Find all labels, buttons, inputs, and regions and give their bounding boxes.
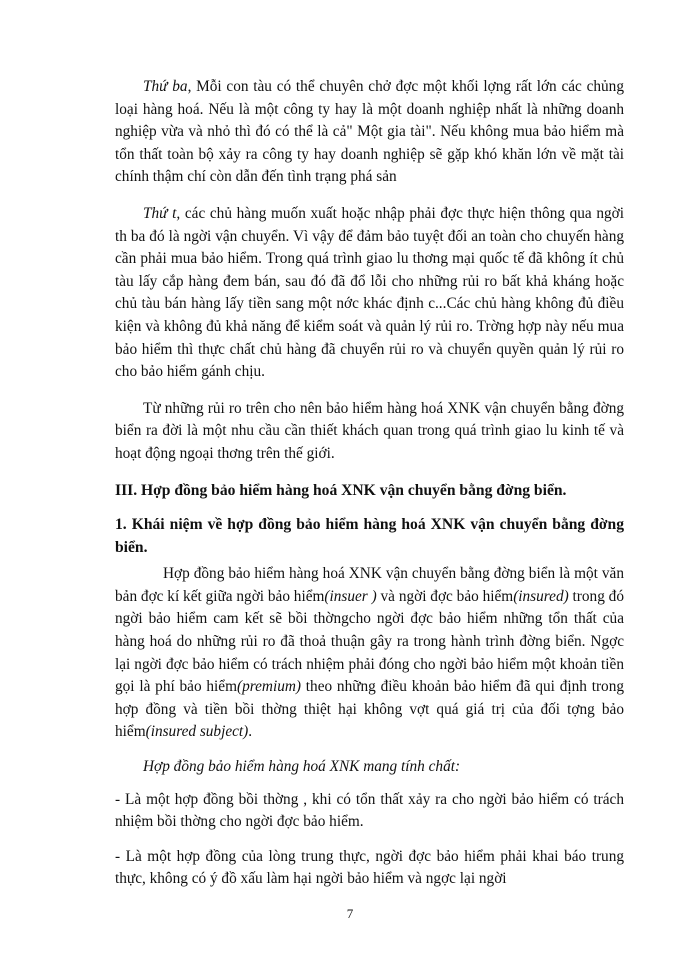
term-insured-subject: (insured subject) [145, 723, 249, 741]
paragraph-thu-ba [115, 76, 624, 189]
term-insured: (insured) [513, 587, 569, 605]
lead-thu-tu: Thứ t, [143, 204, 181, 222]
section-heading-iii: III. Hợp đồng bảo hiểm hàng hoá XNK vận chuyển bằng đờng biển. [115, 481, 567, 499]
definition-text-1: Hợp đồng bảo hiểm hàng hoá XNK vận chuyển bằng đờng biển là một văn bản đợc kí kết giữa ngời bảo hiểm [115, 565, 624, 605]
paragraph-definition [115, 563, 624, 744]
paragraph-thu-tu-text: các chủ hàng muốn xuất hoặc nhập phải đợc thực hiện thông qua ngời th ba đó là ngời vận chuyển. Vì vậy để đảm bảo tuyệt đối an toàn cho chuyến hàng cần phải mua bảo hiểm. Trong quá trình giao lu thơng mại quốc tế đã không ít chủ tàu lấy cắp hàng đem bán, sau đó đã đổ lỗi cho những rủi ro bất khả kháng hoặc chủ tàu bán hàng lấy tiền sang một nớc khác định c...Các chủ hàng không đủ điều kiện và không đủ khả năng để kiểm soát và quản lý rủi ro. Trờng hợp này nếu mua bảo hiểm thì thực chất chủ hàng đã chuyển rủi ro và chuyển quyền quản lý rủi ro cho bảo hiểm gánh chịu. [115, 204, 625, 381]
nature-subheading: Hợp đồng bảo hiểm hàng hoá XNK mang tính chất: [143, 758, 461, 776]
list-item-indemnity: - Là một hợp đồng bồi thờng , khi có tổn thất xảy ra cho ngời bảo hiểm có trách nhiệm bồi thờng cho ngời đợc bảo hiểm. [115, 790, 624, 831]
list-item-good-faith: - Là một hợp đồng của lòng trung thực, ngời đợc bảo hiểm phải khai báo trung thực, không có ý đồ xấu làm hại ngời bảo hiểm và ngợc lại ngời [115, 847, 624, 888]
definition-text-3: trong đó ngời bảo hiểm cam kết sẽ bồi thờngcho ngời đợc bảo hiểm những tổn thất của hàng hoá do những rủi ro đã thoả thuận gây ra trong hành trình đờng biển. Ngợc lại ngời đợc bảo hiểm có trách nhiệm phải đóng cho ngời bảo hiểm một khoản tiền gọi là phí bảo hiểm [115, 587, 624, 696]
definition-text-5: . [248, 723, 253, 741]
paragraph-conclusion: Từ những rủi ro trên cho nên bảo hiểm hàng hoá XNK vận chuyển bằng đờng biển ra đời là một nhu cầu cần thiết khách quan trong quá trình giao lu kinh tế và hoạt động ngoại thơng trên thế giới. [115, 399, 624, 462]
page-number: 7 [346, 906, 354, 921]
term-premium: (premium) [236, 678, 301, 696]
document-page [115, 76, 624, 891]
definition-text-2: và ngời đợc bảo hiểm [376, 587, 514, 605]
term-insuer: (insuer ) [324, 587, 377, 605]
paragraph-thu-ba-text: , Mỗi con tàu có thể chuyên chở đợc một khối lợng rất lớn các chủng loại hàng hoá. Nếu là một công ty hay là một doanh nghiệp nhất là những doanh nghiệp vừa và nhỏ thì đó có thể là cả" Một gia tài". Nếu không mua bảo hiểm mà tổn thất toàn bộ xảy ra công ty hay doanh nghiệp sẽ gặp khó khăn lớn về mặt tài chính thậm chí còn dẫn đến tình trạng phá sản [115, 78, 624, 186]
lead-thu-ba: Thứ ba [143, 78, 188, 95]
section-heading-1: 1. Khái niệm về hợp đồng bảo hiểm hàng hoá XNK vận chuyển bằng đờng biển. [115, 516, 624, 556]
paragraph-thu-tu [115, 203, 624, 384]
definition-text-4: theo những điều khoản bảo hiểm đã qui định trong hợp đồng và tiền bồi thờng thiệt hại không vợt quá giá trị của đối tợng bảo hiểm [115, 678, 625, 741]
